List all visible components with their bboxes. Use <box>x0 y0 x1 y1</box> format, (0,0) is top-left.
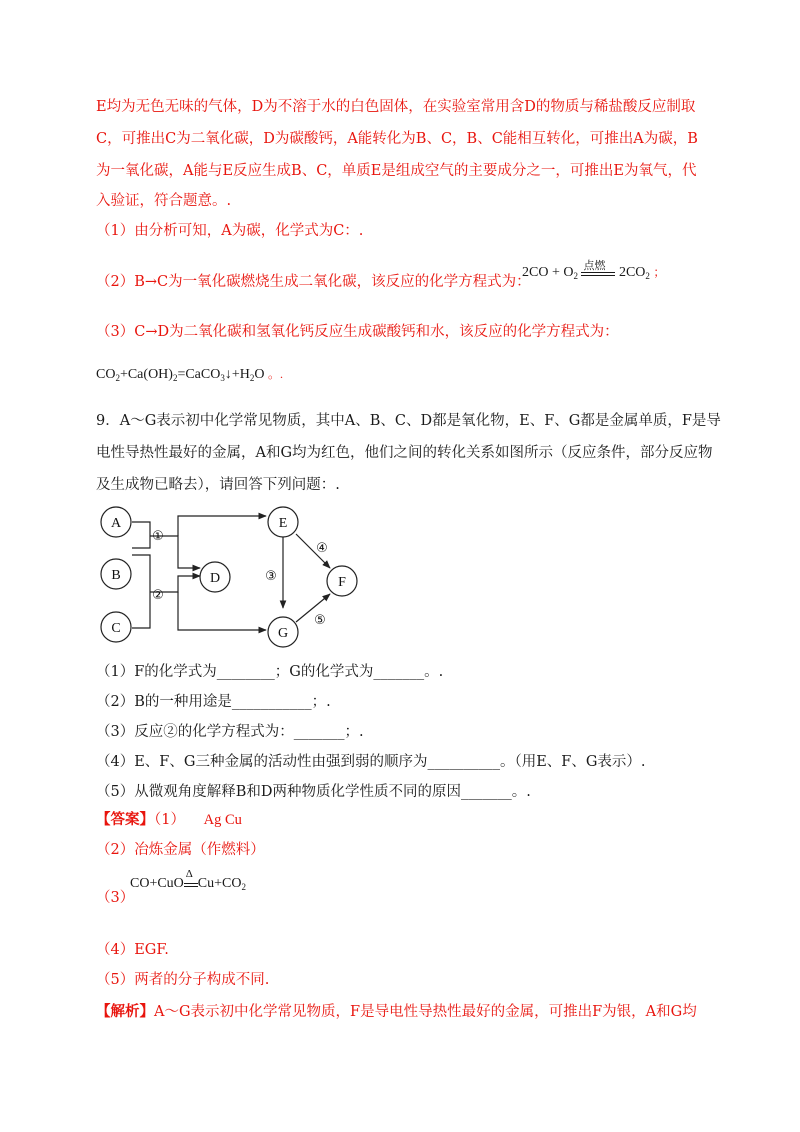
answer-1 <box>96 810 242 830</box>
equation-cuo-reduction <box>130 868 246 892</box>
eq3-sub: 2 <box>115 373 120 383</box>
sub-answer-2 <box>96 272 531 292</box>
eq3-part: +Ca(OH) <box>119 367 173 382</box>
equation-co-combustion <box>522 262 665 286</box>
sub-answer-2-text: （2）B→C为一氧化碳燃烧生成二氧化碳，该反应的化学方程式为： <box>96 274 531 290</box>
analysis-line-2: C，可推出C为二氧化碳，D为碳酸钙，A能转化为B、C，B、C能相互转化，可推出A为碳，B <box>96 131 698 147</box>
answer-3-num: （3） <box>96 890 135 906</box>
label-reaction-2: ② <box>152 588 164 603</box>
answer-2: （2）冶炼金属（作燃料） <box>96 842 265 858</box>
eq3-end: 。. <box>268 367 284 381</box>
eq-rhs: 2CO <box>618 265 646 280</box>
equation-limewater <box>96 365 283 383</box>
sub-answer-1: （1）由分析可知，A为碳，化学式为C：. <box>96 223 364 239</box>
analysis-text: A～G表示初中化学常见物质，F是导电性导热性最好的金属，可推出F为银，A和G均 <box>154 1004 697 1020</box>
question-5: （5）从微观角度解释B和D两种物质化学性质不同的原因_______。. <box>96 784 531 800</box>
question-1: （1）F的化学式为________；G的化学式为_______。. <box>96 664 444 680</box>
eq-end: ； <box>653 265 666 279</box>
question-4: （4）E、F、G三种金属的活动性由强到弱的顺序为__________。（用E、F、G表示）. <box>96 754 646 770</box>
question-2: （2）B的一种用途是___________；. <box>96 694 331 710</box>
question-3: （3）反应②的化学方程式为：_______；. <box>96 724 364 740</box>
eq-a3-lhs: CO+CuO <box>130 876 184 891</box>
eq-a3-condition: Δ <box>185 868 193 880</box>
question-9-line-2: 电性导热性最好的金属，A和G均为红色，他们之间的转化关系如图所示（反应条件，部分反应物 <box>96 445 713 461</box>
answer-1-num: （1） <box>154 812 185 828</box>
sub-answer-3: （3）C→D为二氧化碳和氢氧化钙反应生成碳酸钙和水，该反应的化学方程式为： <box>96 324 619 340</box>
node-e-label: E <box>278 516 288 531</box>
eq3-part: ↓+H <box>224 367 250 382</box>
analysis-tag: 【解析】 <box>96 1003 154 1020</box>
eq3-sub: 2 <box>172 373 178 383</box>
label-reaction-5: ⑤ <box>314 613 326 628</box>
eq3-part: CO <box>96 367 116 382</box>
analysis-line-4: 入验证，符合题意。. <box>96 193 232 209</box>
eq-lhs: 2CO + O <box>522 265 574 280</box>
eq3-sub: 2 <box>249 373 255 383</box>
eq-sub-2: 2 <box>645 271 650 281</box>
eq3-part: =CaCO <box>177 367 221 382</box>
analysis-line-3: 为一氧化碳，A能与E反应生成B、C，单质E是组成空气的主要成分之一，可推出E为氧气，代 <box>96 163 697 179</box>
node-f-label: F <box>338 575 346 590</box>
eq3-part: O <box>254 367 265 382</box>
label-reaction-3: ③ <box>265 569 277 584</box>
eq-condition: 点燃 <box>583 260 606 272</box>
node-g-label: G <box>277 626 289 641</box>
answer-5: （5）两者的分子构成不同. <box>96 972 270 988</box>
eq-a3-sub: 2 <box>241 882 246 892</box>
question-9-line-3: 及生成物已略去），请回答下列问题：. <box>96 477 340 493</box>
eq-a3-rhs: Cu+CO <box>197 876 242 891</box>
node-b-label: B <box>111 568 121 583</box>
eq-arrow <box>581 260 615 276</box>
answer-4: （4）EGF. <box>96 942 169 958</box>
node-d-label: D <box>209 571 221 586</box>
answer-1-values: Ag Cu <box>203 812 242 828</box>
label-reaction-1: ① <box>152 529 164 544</box>
node-a-label: A <box>110 516 122 531</box>
eq-a3-arrow <box>184 868 198 887</box>
answer-tag: 【答案】 <box>96 811 154 828</box>
eq3-sub: 3 <box>220 373 225 383</box>
node-c-label: C <box>111 621 121 636</box>
eq-sub: 2 <box>573 271 578 281</box>
analysis-paragraph <box>96 1002 697 1022</box>
label-reaction-4: ④ <box>316 541 328 556</box>
reaction-diagram <box>90 500 370 650</box>
question-9-line-1: 9．A～G表示初中化学常见物质，其中A、B、C、D都是氧化物，E、F、G都是金属单质，F是导 <box>96 413 721 429</box>
analysis-line-1: E均为无色无味的气体，D为不溶于水的白色固体，在实验室常用含D的物质与稀盐酸反应制取 <box>96 99 696 115</box>
